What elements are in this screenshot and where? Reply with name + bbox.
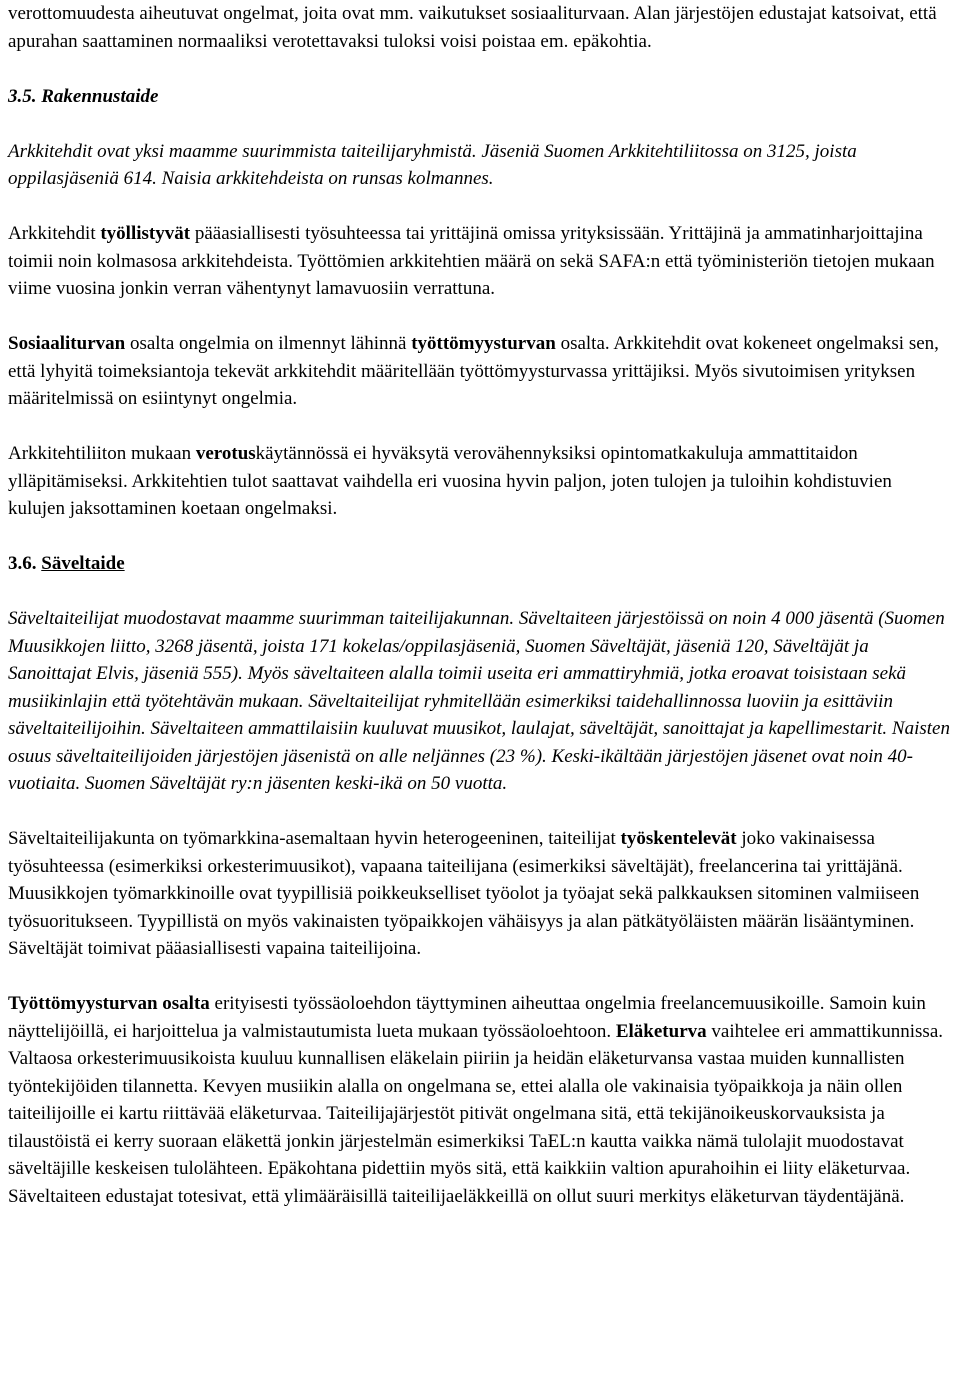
section-number: 3.6. bbox=[8, 553, 37, 574]
paragraph-architects-intro: Arkkitehdit ovat yksi maamme suurimmista taiteilijaryhmistä. Jäseniä Suomen Arkkitehtiliitossa on 3125, joista oppilasjäseniä 614. Naisia arkkitehdeista on runsas kolmannes. bbox=[8, 140, 857, 189]
paragraph-architects-employment: Arkkitehdit työllistyvät pääasiallisesti työsuhteessa tai yrittäjinä omissa yrityksissään. Yrittäjinä ja ammatinharjoittajina toimii noin kolmasosa arkkitehdeista. Työttömien arkkitehtien määrä on sekä SAFA:n että työministeriön tietojen mukaan viime vuosina jonkin verran vähentynyt lamavuosiin verrattuna. bbox=[8, 223, 935, 299]
section-heading-3-5 bbox=[8, 83, 952, 111]
paragraph-architects-social-security: Sosiaaliturvan osalta ongelmia on ilmennyt lähinnä työttömyysturvan osalta. Arkkitehdit ovat kokeneet ongelmaksi sen, että lyhyitä toimeksiantoja tekevät arkkitehdit määritellään työttömyysturvassa yrittäjiksi. Myös sivutoimisen yrityksen määritelmissä on esiintynyt ongelmia. bbox=[8, 333, 939, 409]
section-title: Rakennustaide bbox=[41, 85, 159, 107]
section-title: Säveltaide bbox=[41, 553, 125, 574]
paragraph-intro-continued: verottomuudesta aiheutuvat ongelmat, joita ovat mm. vaikutukset sosiaaliturvaan. Alan järjestöjen edustajat katsoivat, että apurahan saattaminen normaaliksi verotettavaksi tuloksi voisi poistaa em. epäkohtia. bbox=[8, 3, 937, 52]
document-page bbox=[8, 0, 952, 1210]
paragraph-architects-taxation: Arkkitehtiliiton mukaan verotuskäytännössä ei hyväksytä verovähennyksiksi opintomatkakuluja ammattitaidon ylläpitämiseksi. Arkkitehtien tulot saattavat vaihdella eri vuosina hyvin paljon, joten tulojen ja tuloihin kohdistuvien kulujen jaksottaminen koetaan ongelmaksi. bbox=[8, 443, 892, 519]
paragraph-musicians-employment: Säveltaiteilijakunta on työmarkkina-asemaltaan hyvin heterogeeninen, taiteilijat työskentelevät joko vakinaisessa työsuhteessa (esimerkiksi orkesterimuusikot), vapaana taiteilijana (esimerkiksi säveltäjät), freelancerina tai yrittäjänä. Muusikkojen työmarkkinoille ovat tyypillisiä poikkeukselliset työolot ja työajat sekä palkkauksen sitominen valmiiseen työsuoritukseen. Tyypillistä on myös vakinaisten työpaikkojen vähäisyys ja alan pätkätyöläisten määrän lisääntyminen. Säveltäjät toimivat pääasiallisesti vapaina taiteilijoina. bbox=[8, 828, 920, 959]
paragraph-musicians-intro: Säveltaiteilijat muodostavat maamme suurimman taiteilijakunnan. Säveltaiteen järjestöissä on noin 4 000 jäsentä (Suomen Muusikkojen liitto, 3268 jäsentä, joista 171 kokelas/oppilasjäseniä, Suomen Säveltäjät, jäseniä 120, Säveltäjät ja Sanoittajat Elvis, jäseniä 555). Myös säveltaiteen alalla toimii useita eri ammattiryhmiä, jotka eroavat toisistaan sekä musiikinlajin että työtehtävän mukaan. Säveltaiteilijat ryhmitellään esimerkiksi taidehallinnossa luoviin ja esittäviin säveltaiteilijoihin. Säveltaiteen ammattilaisiin kuuluvat muusikot, laulajat, säveltäjät, sanoittajat ja kapellimestarit. Naisten osuus säveltaiteilijoiden järjestöjen jäsenistä on alle neljännes (23 %). Keski-ikältään järjestöjen jäsenet ovat noin 40-vuotiaita. Suomen Säveltäjät ry:n jäsenten keski-ikä on 50 vuotta. bbox=[8, 608, 950, 794]
section-number: 3.5. bbox=[8, 85, 37, 107]
paragraph-musicians-unemployment: Työttömyysturvan osalta erityisesti työssäoloehdon täyttyminen aiheuttaa ongelmia freelancemuusikoille. Samoin kuin näyttelijöillä, ei harjoittelua ja valmistautumista lueta mukaan työssäoloehtoon. Eläketurva vaihtelee eri ammattikunnissa. Valtaosa orkesterimuusikoista kuuluu kunnallisen eläkelain piiriin ja heidän eläketurvansa vastaa muiden kunnallisten työntekijöiden tilannetta. Kevyen musiikin alalla on ongelmana se, ettei alalla ole vakinaisia työpaikkoja ja näin ollen taiteilijoille ei kartu riittävää eläketurvaa. Taiteilijajärjestöt pitivät ongelmana sitä, että tekijänoikeuskorvauksista ja tilaustöistä ei kerry suoraan eläkettä jonkin järjestelmän esimerkiksi TaEL:n kautta vaikka nämä tulolajit muodostavat säveltäjille keskeisen tulolähteen. Epäkohtana pidettiin myös sitä, että kaikkiin valtion apurahoihin ei liity eläketurvaa. Säveltaiteen edustajat totesivat, että ylimääräisillä taiteilijaeläkkeillä on ollut suuri merkitys eläketurvan täydentäjänä. bbox=[8, 993, 944, 1207]
section-heading-3-6 bbox=[8, 550, 952, 578]
